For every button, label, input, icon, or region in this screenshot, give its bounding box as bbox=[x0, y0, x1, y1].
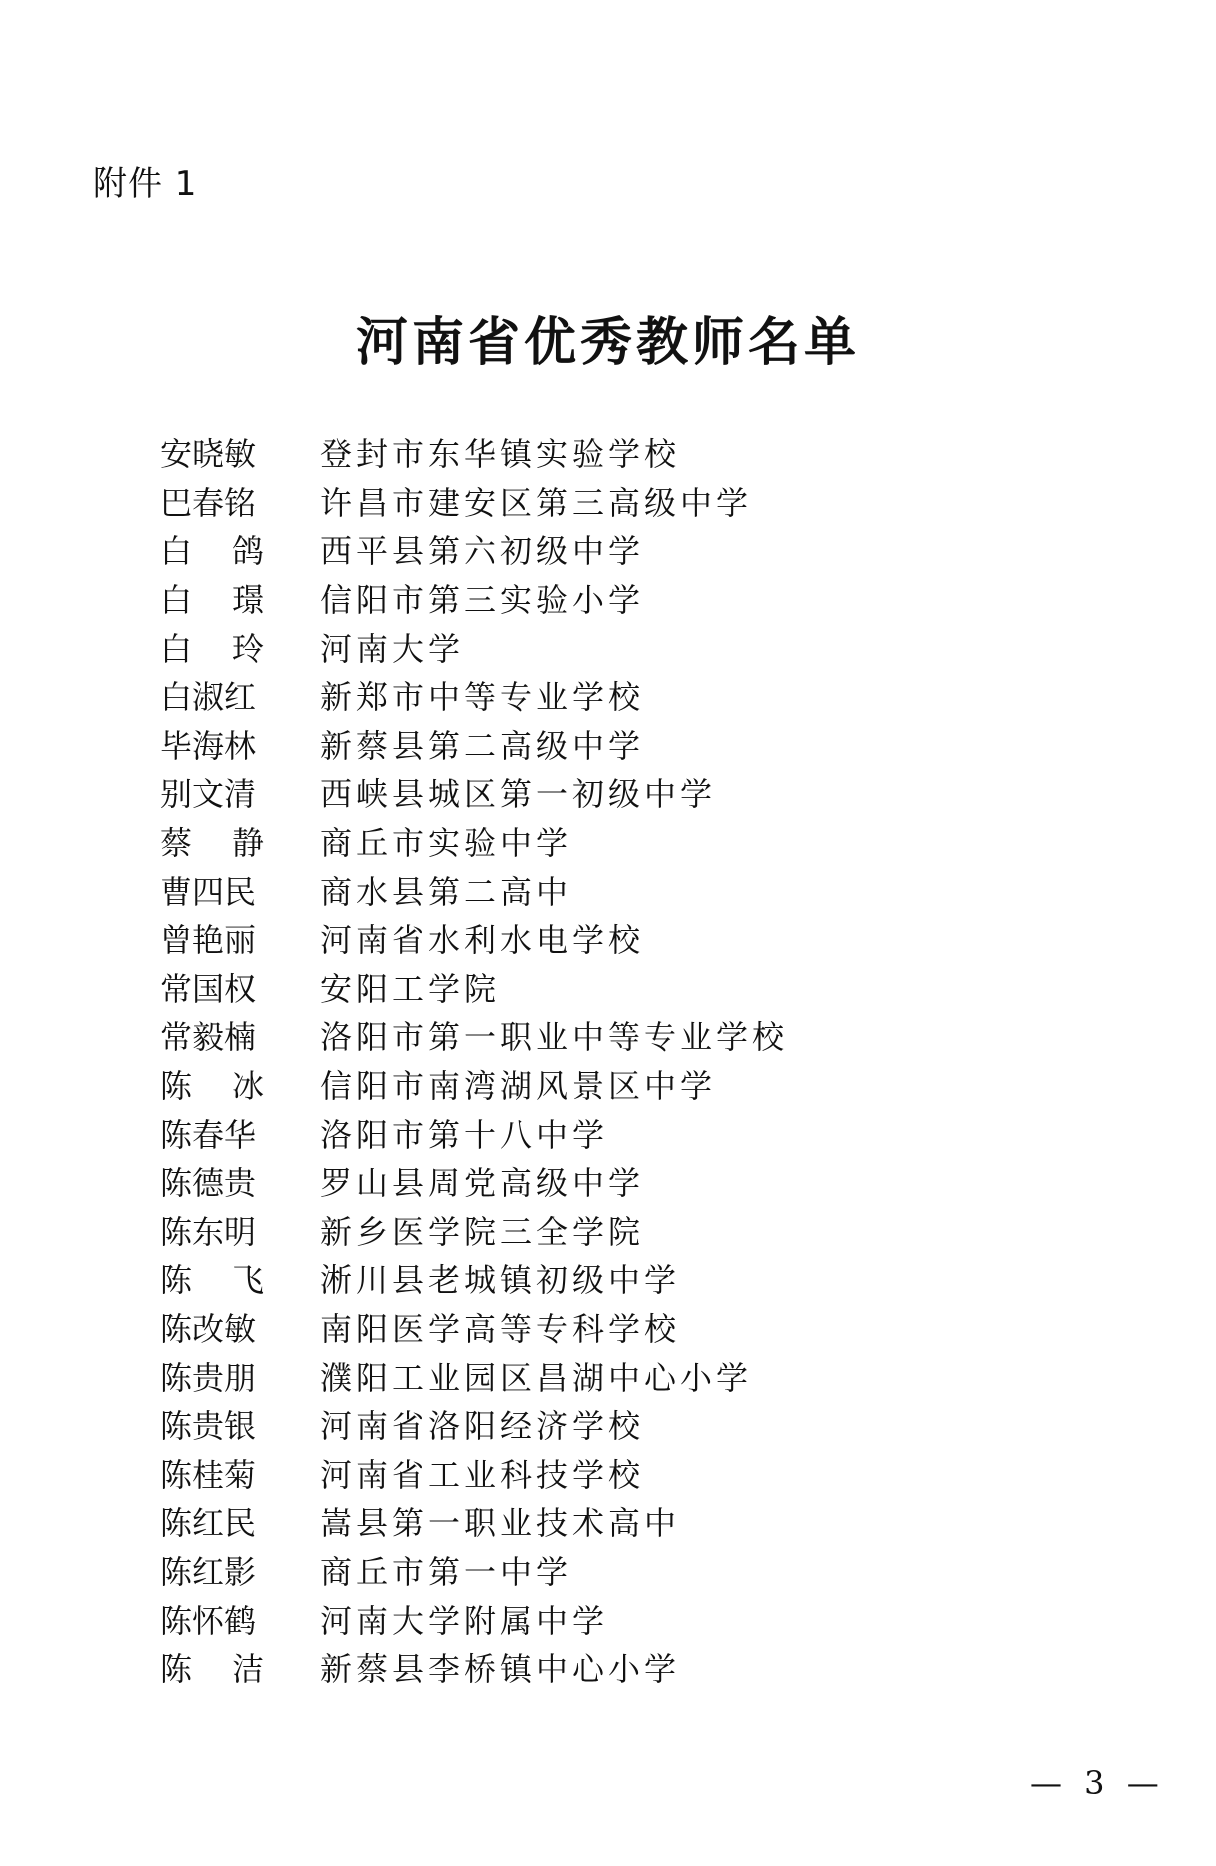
teacher-name: 白 璟 bbox=[160, 581, 264, 620]
teacher-name: 白 鸽 bbox=[160, 532, 264, 571]
school-name: 安阳工学院 bbox=[320, 969, 501, 1008]
teacher-name: 陈 东 明 bbox=[160, 1212, 257, 1251]
teacher-name: 陈 德 贵 bbox=[160, 1164, 257, 1203]
teacher-list bbox=[160, 428, 788, 1691]
list-item bbox=[160, 1011, 788, 1060]
school-name: 河南省洛阳经济学校 bbox=[320, 1407, 645, 1446]
list-item bbox=[160, 1157, 788, 1206]
list-item bbox=[160, 963, 788, 1012]
list-item bbox=[160, 1643, 788, 1692]
list-item bbox=[160, 671, 788, 720]
teacher-name: 毕 海 林 bbox=[160, 726, 257, 765]
list-item bbox=[160, 574, 788, 623]
teacher-name: 陈 春 华 bbox=[160, 1115, 257, 1154]
school-name: 淅川县老城镇初级中学 bbox=[320, 1261, 681, 1300]
teacher-name: 白 淑 红 bbox=[160, 678, 257, 717]
teacher-name: 陈 改 敏 bbox=[160, 1309, 257, 1348]
list-item bbox=[160, 1497, 788, 1546]
list-item bbox=[160, 622, 788, 671]
teacher-name: 陈 怀 鹤 bbox=[160, 1601, 257, 1640]
school-name: 南阳医学高等专科学校 bbox=[320, 1309, 681, 1348]
school-name: 信阳市第三实验小学 bbox=[320, 581, 645, 620]
teacher-name: 陈 桂 菊 bbox=[160, 1455, 257, 1494]
list-item bbox=[160, 865, 788, 914]
school-name: 洛阳市第一职业中等专业学校 bbox=[320, 1018, 789, 1057]
list-item bbox=[160, 914, 788, 963]
teacher-name: 巴 春 铭 bbox=[160, 483, 257, 522]
school-name: 商水县第二高中 bbox=[320, 872, 573, 911]
school-name: 濮阳工业园区昌湖中心小学 bbox=[320, 1358, 753, 1397]
list-item bbox=[160, 817, 788, 866]
document-title: 河南省优秀教师名单 bbox=[355, 313, 860, 373]
list-item bbox=[160, 1594, 788, 1643]
school-name: 河南大学 bbox=[320, 629, 465, 668]
teacher-name: 陈 冰 bbox=[160, 1067, 264, 1106]
school-name: 登封市东华镇实验学校 bbox=[320, 435, 681, 474]
school-name: 新郑市中等专业学校 bbox=[320, 678, 645, 717]
list-item bbox=[160, 1303, 788, 1352]
teacher-name: 别 文 清 bbox=[160, 775, 257, 814]
list-item bbox=[160, 720, 788, 769]
attachment-label: 附件 1 bbox=[93, 164, 198, 204]
teacher-name: 陈 红 民 bbox=[160, 1504, 257, 1543]
school-name: 商丘市实验中学 bbox=[320, 824, 573, 863]
school-name: 河南大学附属中学 bbox=[320, 1601, 609, 1640]
list-item bbox=[160, 1400, 788, 1449]
list-item bbox=[160, 428, 788, 477]
school-name: 罗山县周党高级中学 bbox=[320, 1164, 645, 1203]
school-name: 信阳市南湾湖风景区中学 bbox=[320, 1067, 717, 1106]
teacher-name: 陈 飞 bbox=[160, 1261, 264, 1300]
school-name: 新乡医学院三全学院 bbox=[320, 1212, 645, 1251]
list-item bbox=[160, 1351, 788, 1400]
teacher-name: 白 玲 bbox=[160, 629, 264, 668]
list-item bbox=[160, 1546, 788, 1595]
teacher-name: 陈 红 影 bbox=[160, 1552, 257, 1591]
list-item bbox=[160, 477, 788, 526]
page-number: — 3 — bbox=[1030, 1764, 1165, 1802]
teacher-name: 曹 四 民 bbox=[160, 872, 257, 911]
school-name: 许昌市建安区第三高级中学 bbox=[320, 483, 753, 522]
school-name: 洛阳市第十八中学 bbox=[320, 1115, 609, 1154]
list-item bbox=[160, 525, 788, 574]
school-name: 商丘市第一中学 bbox=[320, 1552, 573, 1591]
school-name: 嵩县第一职业技术高中 bbox=[320, 1504, 681, 1543]
teacher-name: 陈 贵 朋 bbox=[160, 1358, 257, 1397]
teacher-name: 曾 艳 丽 bbox=[160, 921, 257, 960]
school-name: 河南省工业科技学校 bbox=[320, 1455, 645, 1494]
list-item bbox=[160, 1108, 788, 1157]
teacher-name: 蔡 静 bbox=[160, 824, 264, 863]
school-name: 河南省水利水电学校 bbox=[320, 921, 645, 960]
teacher-name: 安 晓 敏 bbox=[160, 435, 257, 474]
school-name: 西峡县城区第一初级中学 bbox=[320, 775, 717, 814]
list-item bbox=[160, 768, 788, 817]
teacher-name: 陈 洁 bbox=[160, 1650, 264, 1689]
list-item bbox=[160, 1254, 788, 1303]
school-name: 西平县第六初级中学 bbox=[320, 532, 645, 571]
list-item bbox=[160, 1060, 788, 1109]
school-name: 新蔡县第二高级中学 bbox=[320, 726, 645, 765]
teacher-name: 常 毅 楠 bbox=[160, 1018, 257, 1057]
teacher-name: 陈 贵 银 bbox=[160, 1407, 257, 1446]
list-item bbox=[160, 1206, 788, 1255]
teacher-name: 常 国 权 bbox=[160, 969, 257, 1008]
list-item bbox=[160, 1448, 788, 1497]
school-name: 新蔡县李桥镇中心小学 bbox=[320, 1650, 681, 1689]
